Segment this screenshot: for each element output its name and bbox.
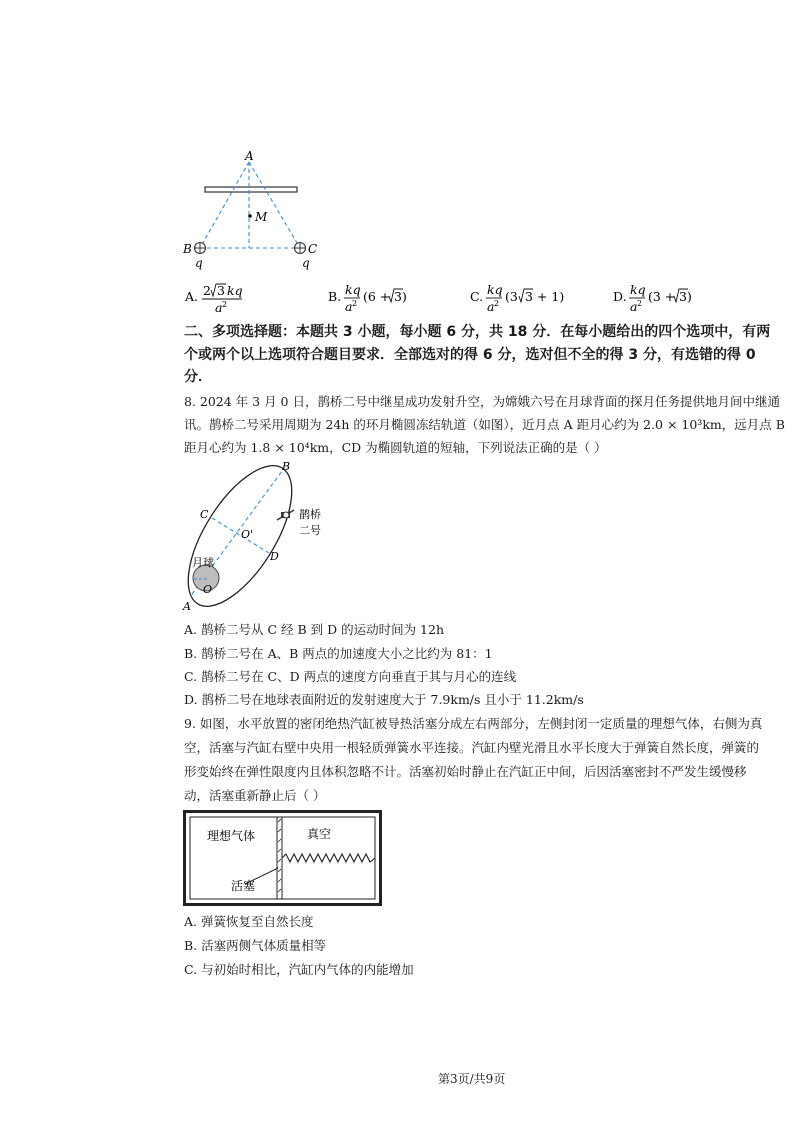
label-a: A [245,149,254,163]
triangle-figure [178,148,318,272]
svg-text:3 + 1): 3 + 1) [525,289,565,304]
cylinder-figure [183,810,383,908]
svg-text:2: 2 [222,300,228,309]
section2-line3: 分． [184,369,212,385]
q9-line4: 动，活塞重新静止后（ ） [184,788,326,803]
q7-option-b [327,280,427,314]
svg-text:kq: kq [630,282,646,297]
label-b: B [183,242,192,256]
svg-text:a: a [215,300,223,315]
satellite-label-2: 二号 [299,524,321,537]
page-number: 第3页/共9页 [438,1072,506,1086]
q9-line1: 9. 如图，水平放置的密闭绝热汽缸被导热活塞分成左右两部分，左侧封闭一定质量的理想气体，右侧为真 [184,716,763,731]
svg-text:A.: A. [185,289,199,304]
orbit-label-a: A [183,600,191,613]
satellite-label-1: 鹊桥 [299,508,321,521]
q8-line3: 距月心约为 1.8 × 10⁴km，CD 为椭圆轨道的短轴，下列说法正确的是（ ） [184,440,607,455]
q9-option-c: C. 与初始时相比，汽缸内气体的内能增加 [184,962,414,977]
gas-label: 理想气体 [207,829,256,843]
svg-text:(6 +: (6 + [363,289,391,304]
q8-option-c: C. 鹊桥二号在 C、D 两点的速度方向垂直于其与月心的连线 [184,669,517,684]
orbit-label-o: O [203,583,213,596]
orbit-label-o2: O' [241,528,254,541]
svg-text:a: a [630,299,638,314]
svg-text:2: 2 [494,299,500,308]
q8-line1: 8. 2024 年 3 月 0 日，鹊桥二号中继星成功发射升空，为嫦娥六号在月球背面的探月任务提供地月间中继通 [184,394,780,409]
svg-text:3): 3) [679,289,692,304]
svg-text:(3 +: (3 + [648,289,676,304]
svg-text:C.: C. [470,289,484,304]
svg-text:2: 2 [203,283,211,298]
orbit-figure [178,458,338,614]
q9-option-b: B. 活塞两侧气体质量相等 [184,938,327,953]
q7-option-c [469,280,579,314]
charge-b-icon [195,243,206,254]
q8-line2: 讯。鹊桥二号采用周期为 24h 的环月椭圆冻结轨道（如图），近月点 A 距月心约为 2.0 × 10³km，远月点 B [184,417,785,432]
satellite-icon [277,510,294,520]
svg-text:a: a [487,299,495,314]
section2-line1: 二、多项选择题：本题共 3 小题，每小题 6 分，共 18 分．在每小题给出的四个选项中，有两 [184,324,771,340]
q8-option-a: A. 鹊桥二号从 C 经 B 到 D 的运动时间为 12h [184,622,445,637]
q8-option-d: D. 鹊桥二号在地球表面附近的发射速度大于 7.9km/s 且小于 11.2km/s [184,692,584,707]
label-c: C [308,242,318,256]
svg-text:kq: kq [487,282,503,297]
q8-option-b: B. 鹊桥二号在 A、B 两点的加速度大小之比约为 81：1 [184,646,493,661]
vacuum-label: 真空 [307,827,332,841]
svg-text:2: 2 [352,299,358,308]
svg-text:B.: B. [328,289,342,304]
section2-line2: 个或两个以上选项符合题目要求．全部选对的得 6 分，选对但不全的得 3 分，有选错的得 0 [184,347,756,363]
orbit-label-d: D [270,550,279,563]
q7-option-a [184,280,274,314]
q9-option-a: A. 弹簧恢复至自然长度 [184,914,314,929]
q9-line2: 空，活塞与汽缸右壁中央用一根轻质弹簧水平连接。汽缸内壁光滑且水平长度大于弹簧自然长度，弹簧的 [184,740,760,755]
moon-label: 月球 [192,556,214,569]
svg-text:kq: kq [227,283,243,298]
svg-text:(3: (3 [505,289,518,304]
charge-b-label: q [195,256,203,270]
svg-text:D.: D. [613,289,627,304]
svg-text:a: a [345,299,353,314]
svg-text:kq: kq [345,282,361,297]
charge-c-label: q [302,256,310,270]
q7-option-d [612,280,712,314]
svg-text:2: 2 [637,299,643,308]
orbit-label-c: C [200,508,209,521]
charge-c-icon [295,243,306,254]
charged-rod [205,187,297,192]
label-m: M [255,210,268,224]
svg-text:3): 3) [394,289,407,304]
q9-line3: 形变始终在弹性限度内且体积忽略不计。活塞初始时静止在汽缸正中间，后因活塞密封不严发生缓慢移 [184,764,747,779]
svg-text:3: 3 [217,283,225,298]
piston-label: 活塞 [231,879,256,893]
orbit-label-b: B [282,460,291,473]
